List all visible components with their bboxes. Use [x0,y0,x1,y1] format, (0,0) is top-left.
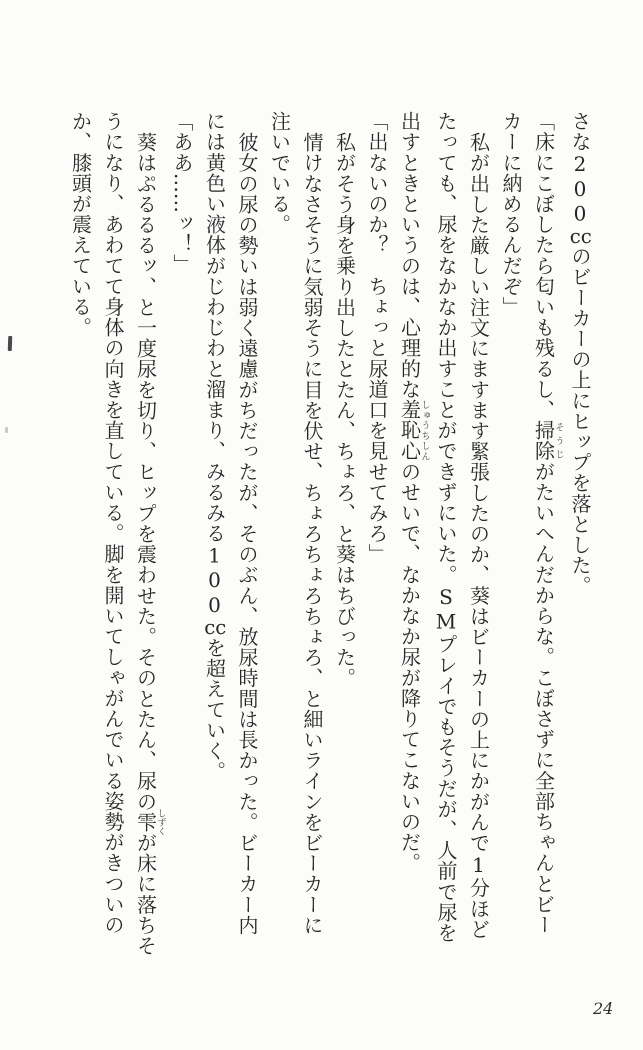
text-line: 情けなさそうに気弱そうに目を伏せ、ちょろちょろちょろ、と細いラインをビーカーに [300,132,324,936]
text-line: たっても、尿をなかなか出すことができずにいた。SMプレイでもそうだが、人前で尿を [434,111,458,943]
vertical-text-block [64,111,596,959]
ruby-annotated-word: 雫しずく [133,808,166,836]
text-line: か、膝頭が震えている。 [68,111,93,338]
text-line: うになり、あわてて身体の向きを直している。脚を開いてしゃがんでいる姿勢がきついの [101,111,125,935]
text-line: 「ああ……ッ！」 [170,111,194,275]
text-line: 「床にこぼしたら匂いも残るし、掃除そうじがたいへんだからな。こぼさずに全部ちゃんとビー [531,111,564,936]
rotated-ellipsis: …… [170,172,194,213]
page-number: 24 [593,999,614,1018]
tate-chu-yoko-text: cc [204,617,227,638]
text-line: 彼女の尿の勢いは弱く遠慮がちだったが、そのぶん、放尿時間は長かった。ビーカー内 [235,132,259,936]
text-line: 私が出した厳しい注文にますます緊張したのか、葵はビーカーの上にかがんで1分ほど [466,132,491,940]
ruby-annotated-word: 掃除そうじ [531,420,564,462]
text-line: には黄色い液体がじわじわと溜まり、みるみる100ccを超えていく。 [202,111,227,782]
text-line: 私がそう身を乗り出したとたん、ちょろ、と葵はちびった。 [332,132,357,689]
scan-artifact-mark [8,336,13,351]
text-line: カーに納めるんだぞ」 [499,111,523,317]
text-line: 「出ないのか？ ちょっと尿道口を見せてみろ」 [365,111,389,565]
text-line: 注いでいる。 [267,111,292,235]
scan-artifact-faint-mark [5,427,8,433]
text-line: 出すときというのは、心理的な羞恥心しゅうちしんのせいで、なかなか尿が降りてこないのだ。 [397,111,430,874]
tate-chu-yoko-text: cc [569,226,592,246]
text-line: 葵はぷるるるッ、と一度尿を切り、ヒップを震わせた。そのとたん、尿の雫しずくが床に落ちそ [133,132,166,957]
text-line: さな200ccのビーカーの上にヒップを落とした。 [568,111,592,597]
ruby-annotated-word: 羞恥心しゅうちしん [397,399,430,462]
